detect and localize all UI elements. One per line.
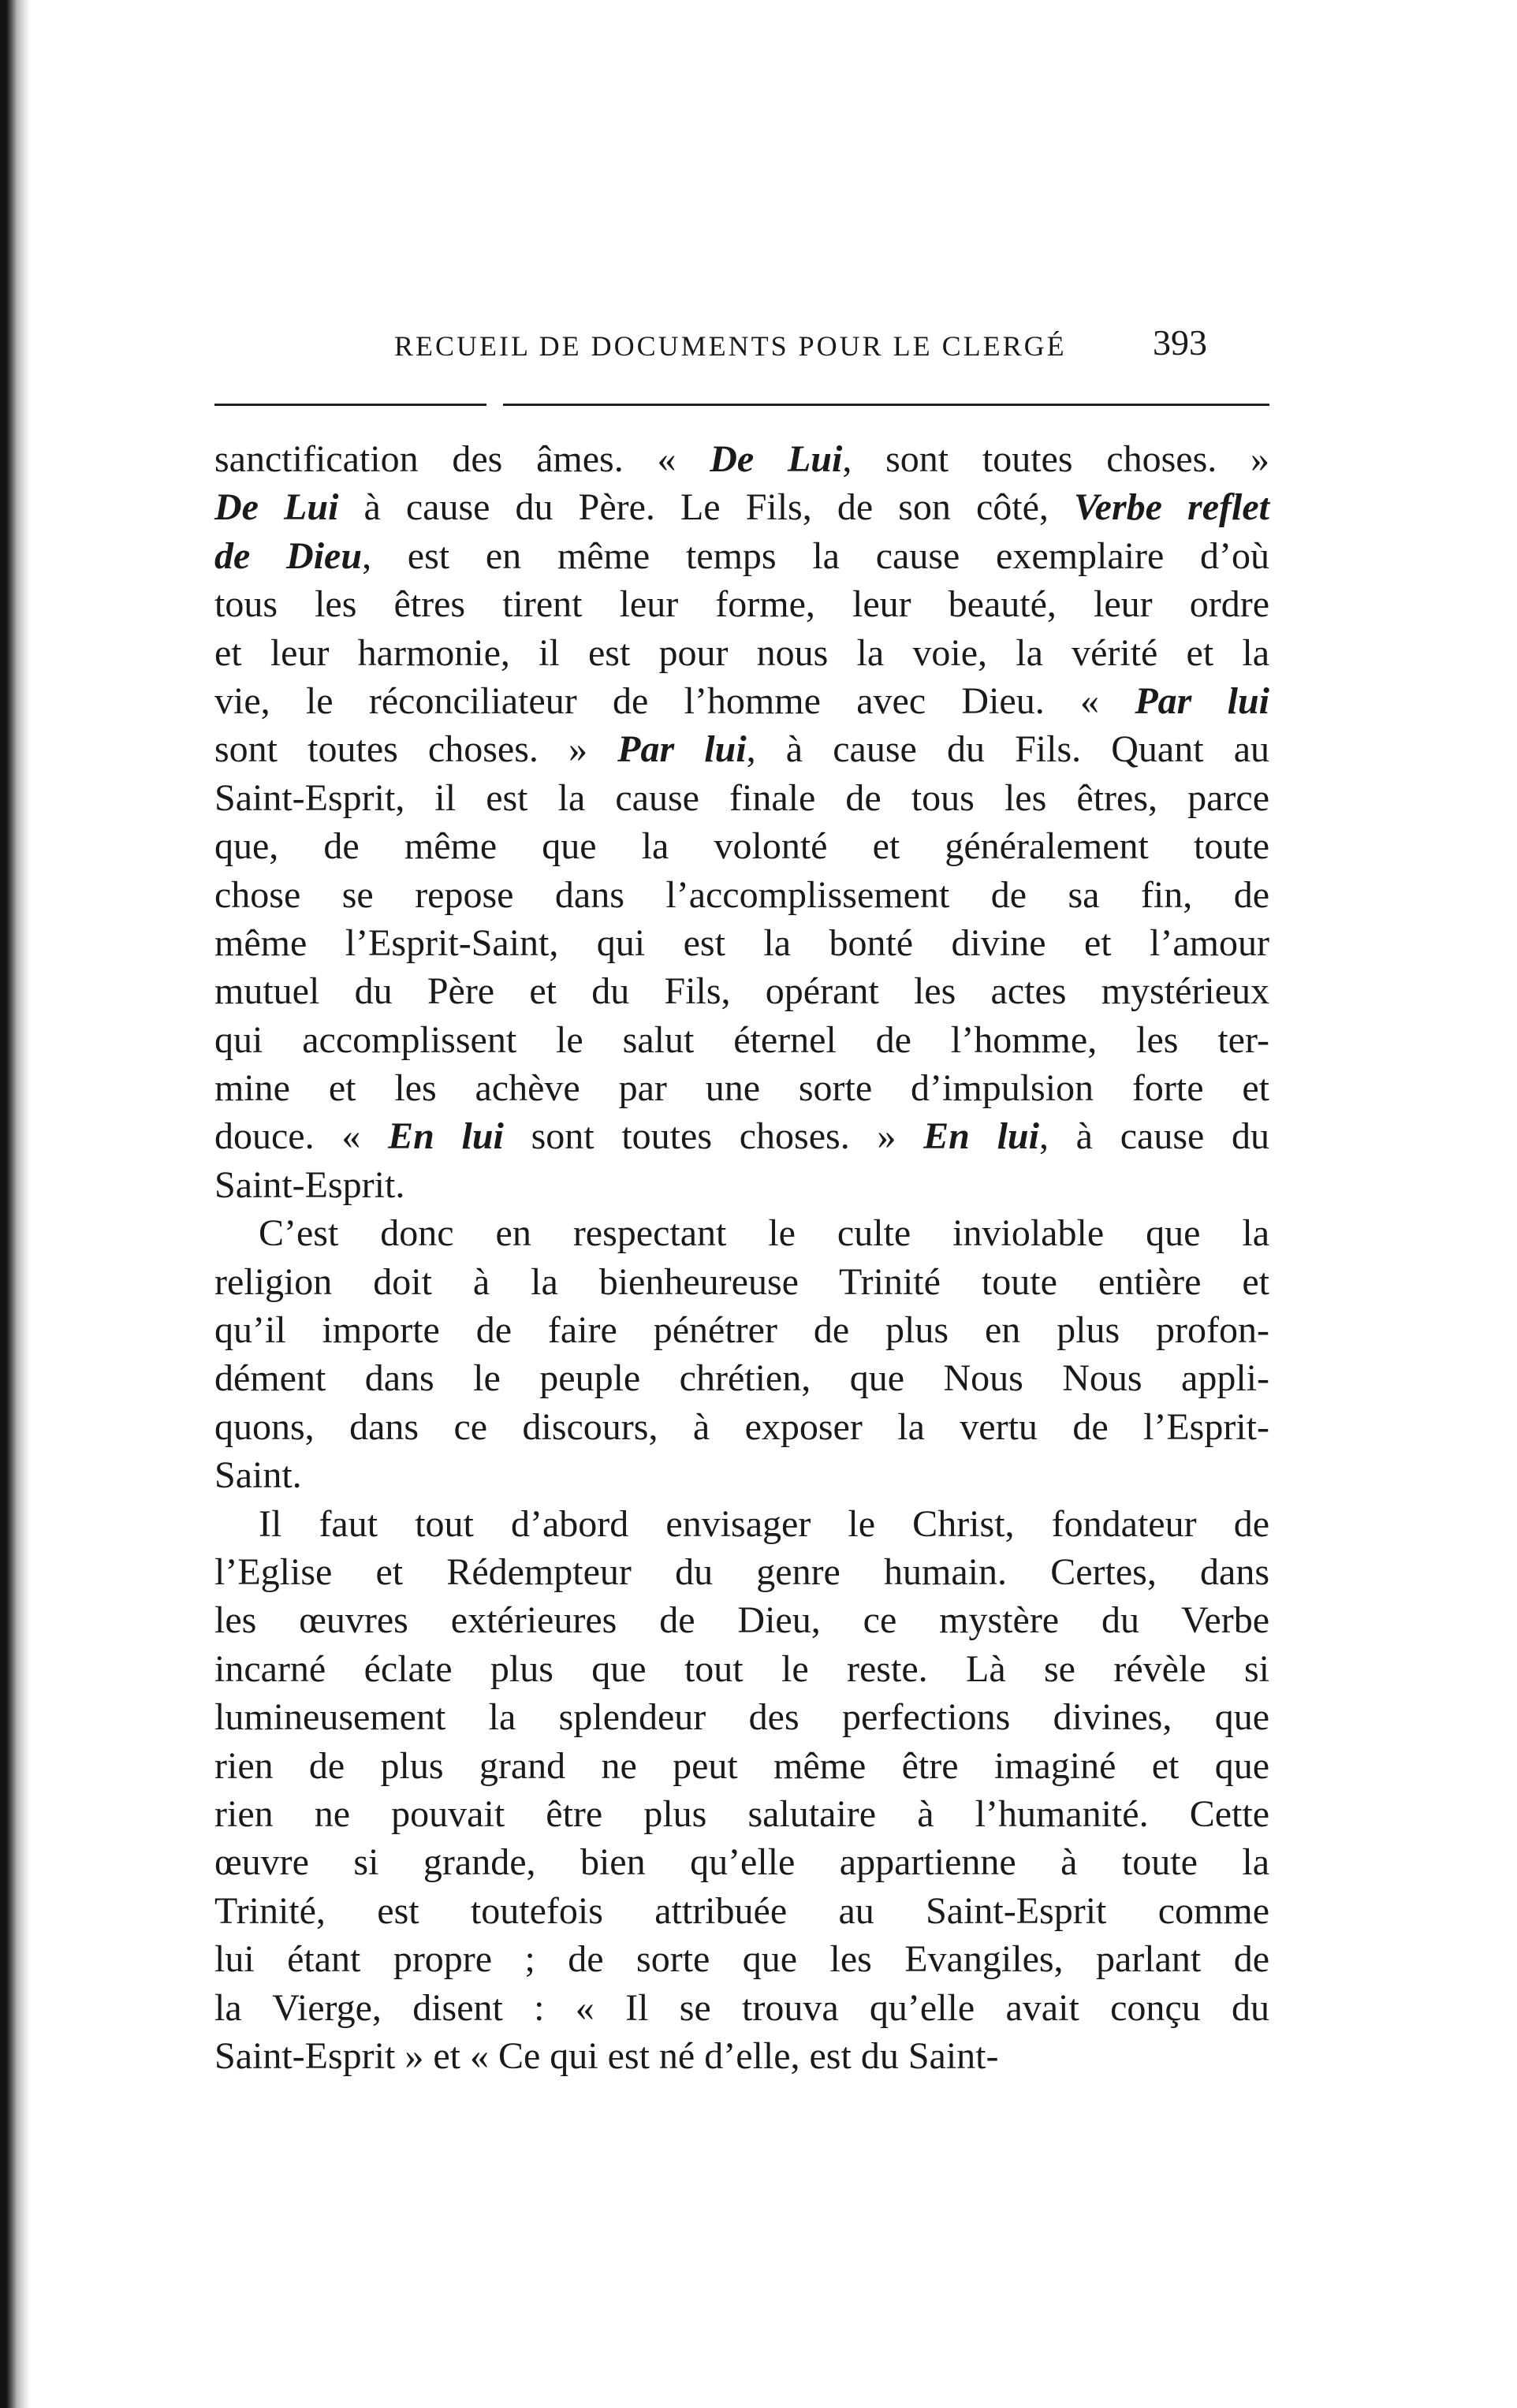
header-rule-left [214,404,486,406]
text-line [214,1354,1269,1402]
text-line [214,919,1269,967]
text-line [214,1451,1269,1499]
text-run: Trinité, est toutefois attribuée au Saint-Esprit comme [214,1889,1269,1932]
text-run: C’est donc en respectant le culte inviolable que la [259,1212,1269,1255]
text-run: Il faut tout d’abord envisager le Christ, fondateur de [259,1502,1269,1545]
text-line [214,1306,1269,1354]
text-run: douce. « [214,1115,389,1158]
text-run: les œuvres extérieures de Dieu, ce mystère du Verbe [214,1599,1269,1642]
text-line [214,1596,1269,1644]
text-run: Saint-Esprit. [214,1163,405,1206]
text-line [214,2032,1269,2080]
text-run: la Vierge, disent : « Il se trouva qu’elle avait conçu du [214,1986,1269,2029]
text-line [214,1112,1269,1160]
text-run: incarné éclate plus que tout le reste. Là se révèle si [214,1647,1269,1690]
text-run: religion doit à la bienheureuse Trinité toute entière et [214,1260,1269,1303]
body-text [214,435,1269,2080]
text-run: sont toutes choses. » [503,1115,924,1158]
text-run: que, de même que la volonté et généralement toute [214,825,1269,868]
text-run: œuvre si grande, bien qu’elle appartienne à toute la [214,1841,1269,1884]
paragraph [214,435,1269,1209]
text-run: rien ne pouvait être plus salutaire à l’humanité. Cette [214,1792,1269,1835]
text-line [214,580,1269,628]
paragraph [214,1500,1269,2081]
text-run: Saint. [214,1454,302,1497]
text-run: mutuel du Père et du Fils, opérant les actes mystérieux [214,970,1269,1013]
text-run: l’Eglise et Rédempteur du genre humain. Certes, dans [214,1550,1269,1593]
italic-run: de Dieu [214,534,363,577]
text-run: même l’Esprit-Saint, qui est la bonté divine et l’amour [214,921,1269,964]
text-run: quons, dans ce discours, à exposer la vertu de l’Esprit- [214,1405,1269,1448]
text-run: qu’il importe de faire pénétrer de plus en plus profon- [214,1309,1269,1352]
page-number: 393 [1153,322,1207,363]
text-line [214,483,1269,531]
italic-run: De Lui [214,486,339,529]
text-line [214,677,1269,725]
text-line [214,1161,1269,1209]
text-line [214,1548,1269,1596]
text-line [214,1016,1269,1064]
running-head: RECUEIL DE DOCUMENTS POUR LE CLERGÉ [394,330,1067,362]
text-run: tous les êtres tirent leur forme, leur beauté, leur ordre [214,583,1269,626]
text-line [214,435,1269,483]
text-run: , à cause du Fils. Quant au [746,728,1270,771]
text-line [214,822,1269,870]
text-run: mine et les achève par une sorte d’impulsion forte et [214,1067,1269,1110]
text-run: , à cause du [1038,1115,1270,1158]
text-line [214,967,1269,1015]
text-line [214,1064,1269,1112]
text-run: rien de plus grand ne peut même être imaginé et que [214,1744,1269,1787]
text-run: lui étant propre ; de sorte que les Evangiles, parlant de [214,1938,1269,1981]
text-line [214,725,1269,773]
italic-run: En lui [923,1115,1039,1158]
text-run: sont toutes choses. » [214,728,618,771]
text-run: vie, le réconciliateur de l’homme avec Dieu. « [214,679,1135,722]
text-line [214,871,1269,919]
italic-run: Par lui [617,728,747,771]
text-line [214,1742,1269,1790]
text-run: chose se repose dans l’accomplissement de sa fin, de [214,873,1269,916]
binding-edge [0,0,30,2408]
text-run: à cause du Père. Le Fils, de son côté, [338,486,1074,529]
text-line [214,1645,1269,1693]
text-run: lumineusement la splendeur des perfections divines, que [214,1696,1269,1739]
text-line [214,1935,1269,1983]
text-run: et leur harmonie, il est pour nous la voie, la vérité et la [214,631,1269,674]
text-run: dément dans le peuple chrétien, que Nous Nous appli- [214,1357,1269,1400]
text-line [214,1403,1269,1451]
text-line [214,629,1269,677]
text-line [214,1258,1269,1306]
italic-run: En lui [388,1115,504,1158]
italic-run: Par lui [1135,679,1269,722]
text-run: , est en même temps la cause exemplaire d’où [362,534,1269,577]
text-run: Saint-Esprit, il est la cause finale de tous les êtres, parce [214,776,1269,819]
text-line [214,1790,1269,1838]
italic-run: De Lui [710,438,843,480]
text-run: , sont toutes choses. » [842,438,1270,480]
header-rule-right [503,404,1269,406]
text-run: sanctification des âmes. « [214,438,710,480]
text-line [214,1209,1269,1257]
italic-run: Verbe reflet [1073,486,1269,529]
text-run: qui accomplissent le salut éternel de l’homme, les ter- [214,1018,1269,1061]
text-line [214,1838,1269,1886]
text-line [214,532,1269,580]
text-line [214,1500,1269,1548]
text-line [214,1693,1269,1741]
text-line [214,1887,1269,1935]
text-line [214,774,1269,822]
text-line [214,1984,1269,2032]
text-run: Saint-Esprit » et « Ce qui est né d’elle, est du Saint- [214,2034,999,2077]
paragraph [214,1209,1269,1499]
